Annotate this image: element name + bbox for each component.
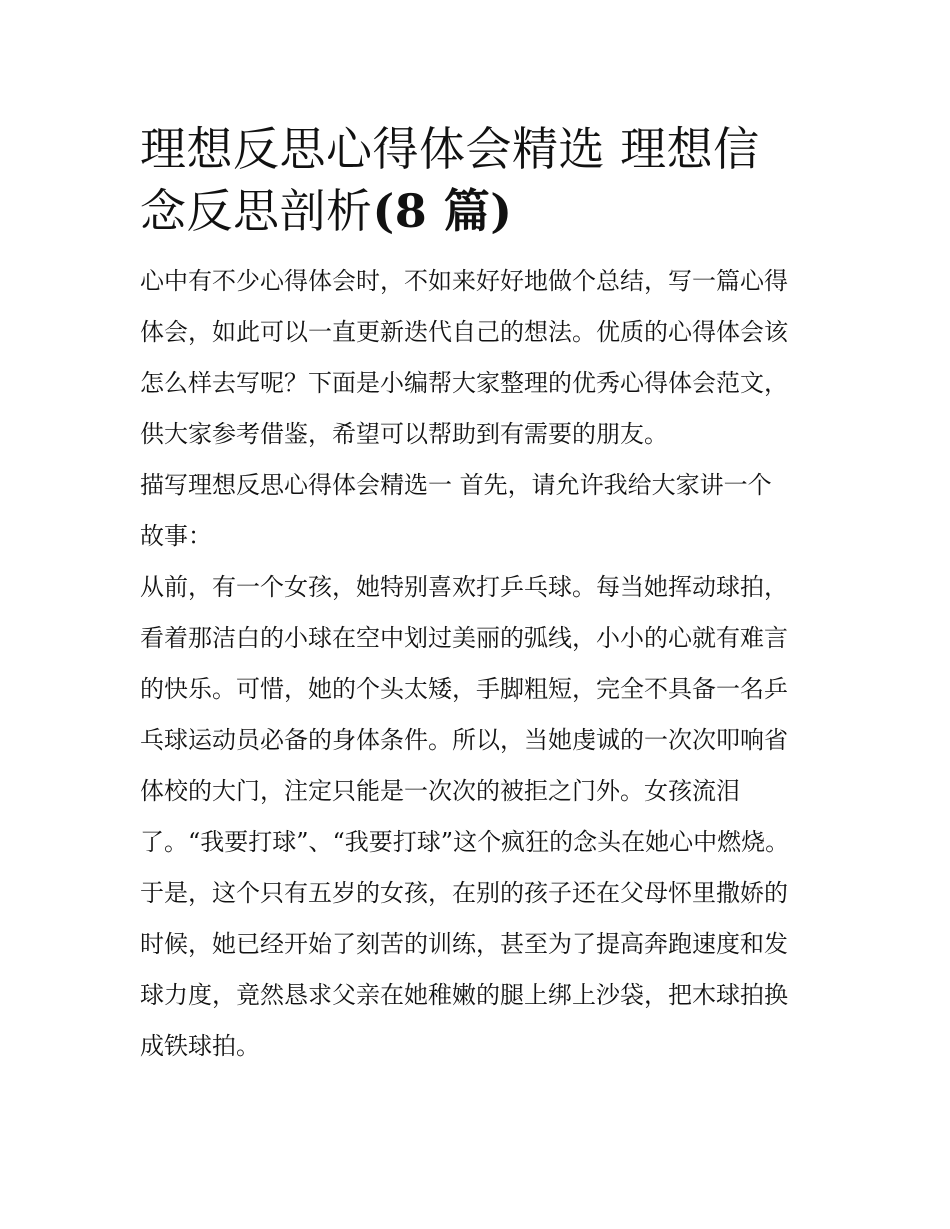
paragraph-line: 了。“我要打球”、“我要打球”这个疯狂的念头在她心中燃烧。 (140, 828, 790, 856)
section-heading-paragraph (140, 460, 815, 562)
paragraph-line: 球力度，竟然恳求父亲在她稚嫩的腿上绑上沙袋，把木球拍换 (140, 981, 788, 1009)
story-paragraph (140, 562, 815, 1072)
paragraph-line: 怎么样去写呢？下面是小编帮大家整理的优秀心得体会范文， (140, 369, 788, 397)
paragraph-line: 从前，有一个女孩，她特别喜欢打乒乓球。每当她挥动球拍， (140, 573, 788, 601)
paragraph-line: 的快乐。可惜，她的个头太矮，手脚粗短，完全不具备一名乒 (140, 675, 788, 703)
title-suffix: (8 篇) (372, 184, 513, 238)
paragraph-line: 故事： (140, 522, 212, 550)
title-line-1: 理想反思心得体会精选 理想信 (140, 122, 760, 176)
paragraph-line: 成铁球拍。 (140, 1032, 260, 1060)
paragraph-line: 供大家参考借鉴，希望可以帮助到有需要的朋友。 (140, 420, 668, 448)
paragraph-line: 描写理想反思心得体会精选一 首先，请允许我给大家讲一个 (140, 471, 772, 499)
paragraph-line: 体会，如此可以一直更新迭代自己的想法。优质的心得体会该 (140, 318, 788, 346)
intro-paragraph (140, 256, 815, 460)
document-title (140, 118, 815, 242)
title-line-2 (140, 180, 815, 242)
paragraph-line: 于是，这个只有五岁的女孩，在别的孩子还在父母怀里撒娇的 (140, 879, 788, 907)
paragraph-line: 看着那洁白的小球在空中划过美丽的弧线，小小的心就有难言 (140, 624, 788, 652)
paragraph-line: 时候，她已经开始了刻苦的训练，甚至为了提高奔跑速度和发 (140, 930, 788, 958)
title-line-2-text: 念反思剖析 (140, 184, 373, 238)
paragraph-line: 心中有不少心得体会时，不如来好好地做个总结，写一篇心得 (140, 267, 788, 295)
paragraph-line: 乓球运动员必备的身体条件。所以，当她虔诚的一次次叩响省 (140, 726, 788, 754)
document-page (140, 118, 815, 1072)
paragraph-line: 体校的大门，注定只能是一次次的被拒之门外。女孩流泪 (140, 777, 740, 805)
